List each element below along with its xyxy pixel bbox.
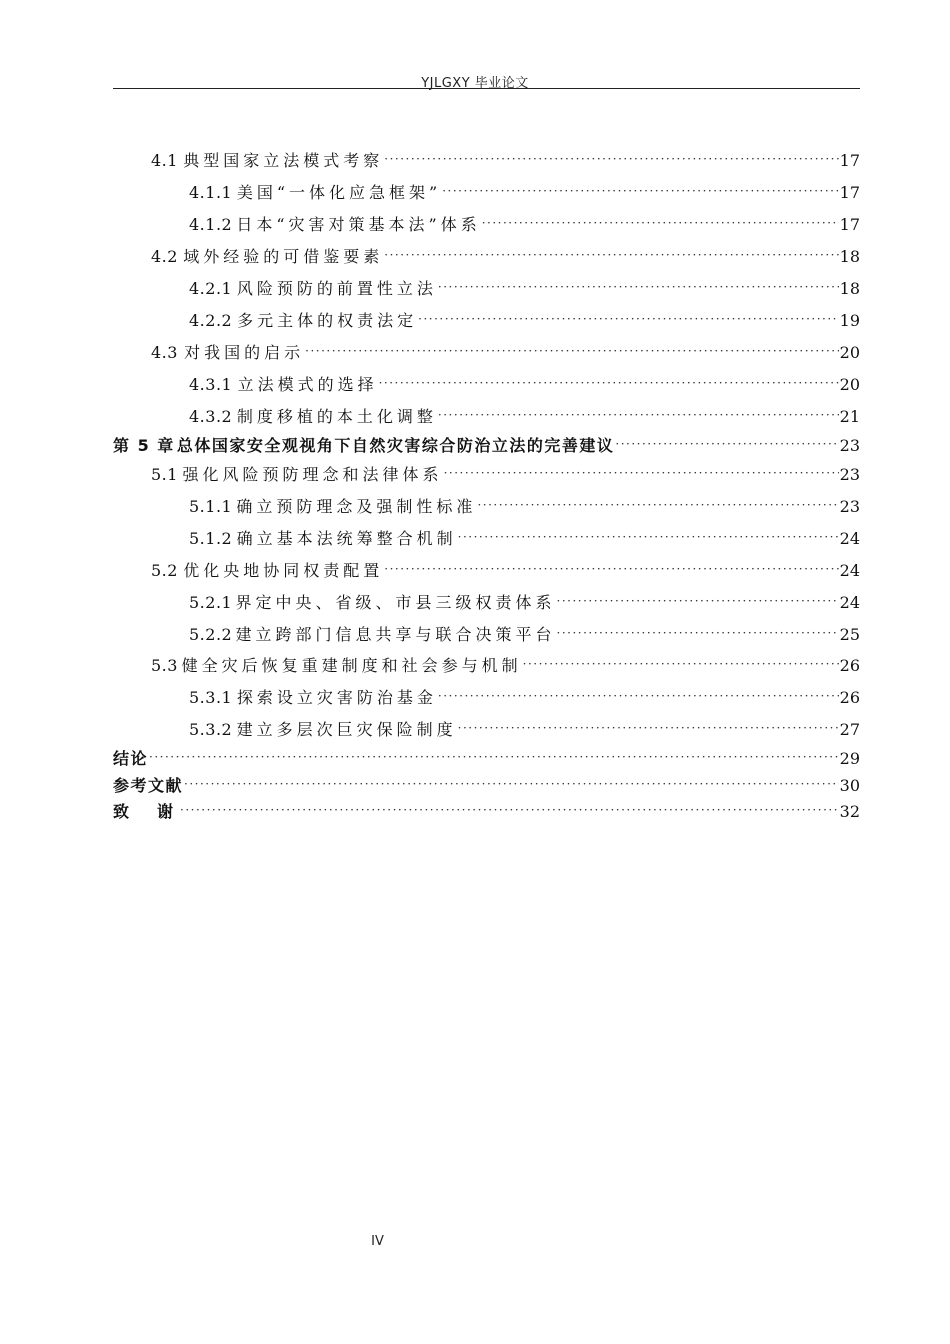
toc-entry-number: 5.2.1	[189, 593, 233, 612]
toc-entry-number: 5.2	[151, 561, 178, 580]
toc-entry-number: 4.2.2	[189, 311, 233, 330]
toc-entry-page: 18	[839, 247, 860, 266]
dot-leader	[305, 338, 838, 364]
toc-entry-title: 域外经验的可借鉴要素	[183, 247, 384, 266]
toc-entry[interactable]	[113, 590, 860, 616]
toc-entry-number: 5.3	[151, 656, 178, 675]
toc-entry-page: 17	[839, 183, 860, 202]
dot-leader	[458, 715, 839, 741]
toc-entry[interactable]	[113, 622, 860, 648]
toc-entry[interactable]	[113, 653, 860, 679]
toc-entry-title: 参考文献	[113, 776, 184, 795]
toc-entry[interactable]	[113, 404, 860, 430]
toc-entry-page: 26	[839, 688, 860, 707]
toc-entry-number: 4.1.2	[189, 215, 233, 234]
toc-entry[interactable]	[113, 526, 860, 552]
toc-entry-page: 24	[839, 561, 860, 580]
toc-entry[interactable]	[113, 180, 860, 206]
toc-entry-page: 24	[839, 529, 860, 548]
dot-leader	[477, 492, 838, 518]
dot-leader	[438, 274, 839, 300]
toc-conclusion-entry[interactable]	[113, 746, 860, 772]
toc-entry[interactable]	[113, 276, 860, 302]
toc-entry[interactable]	[113, 212, 860, 238]
toc-entry-number: 4.3.1	[189, 375, 233, 394]
toc-entry-title: 多元主体的权责法定	[237, 311, 418, 330]
toc-entry-number: 5.1	[151, 465, 178, 484]
toc-entry-title: 界定中央、省级、市县三级权责体系	[235, 593, 556, 612]
toc-entry-title: 结论	[113, 749, 149, 768]
dot-leader	[180, 797, 839, 823]
toc-entry-title: 建立多层次巨灾保险制度	[236, 720, 457, 739]
toc-entry-number: 5.3.2	[189, 720, 233, 739]
dot-leader	[557, 588, 839, 614]
toc-entry-number: 4.2.1	[189, 279, 233, 298]
toc-entry-page: 21	[839, 407, 860, 426]
toc-entry-page: 27	[839, 720, 860, 739]
toc-entry[interactable]	[113, 340, 860, 366]
toc-entry-number: 4.3	[151, 343, 178, 362]
toc-entry-title: 健全灾后恢复重建制度和社会参与机制	[181, 656, 522, 675]
toc-entry-number: 4.1.1	[189, 183, 233, 202]
toc-chapter-entry[interactable]	[113, 433, 860, 459]
toc-entry-number: 5.1.2	[189, 529, 233, 548]
toc-entry-page: 29	[839, 749, 860, 768]
toc-entry-title: 日本“灾害对策基本法”体系	[236, 215, 481, 234]
dot-leader	[418, 306, 839, 332]
toc-entry[interactable]	[113, 308, 860, 334]
toc-entry-title: 风险预防的前置性立法	[236, 279, 437, 298]
toc-entry-page: 30	[839, 776, 860, 795]
toc-entry-page: 17	[839, 215, 860, 234]
toc-entry-number: 5.3.1	[189, 688, 233, 707]
toc-entry-number: 5.1.1	[189, 497, 233, 516]
toc-entry-number: 4.1	[151, 151, 178, 170]
toc-entry-title: 探索设立灾害防治基金	[236, 688, 437, 707]
toc-entry-title: 优化央地协同权责配置	[183, 561, 384, 580]
toc-entry[interactable]	[113, 494, 860, 520]
toc-entry[interactable]	[113, 148, 860, 174]
dot-leader	[438, 402, 839, 428]
toc-entry-title: 立法模式的选择	[237, 375, 378, 394]
toc-entry-page: 17	[839, 151, 860, 170]
dot-leader	[149, 744, 839, 770]
toc-entry-page: 23	[839, 465, 860, 484]
toc-entry-page: 24	[839, 593, 860, 612]
toc-entry-page: 23	[839, 497, 860, 516]
toc-entry[interactable]	[113, 685, 860, 711]
toc-entry-number: 第 5 章	[113, 436, 175, 455]
toc-entry-title: 建立跨部门信息共享与联合决策平台	[235, 625, 556, 644]
dot-leader	[384, 556, 838, 582]
toc-entry-title: 强化风险预防理念和法律体系	[182, 465, 443, 484]
dot-leader	[438, 683, 839, 709]
dot-leader	[615, 431, 838, 457]
toc-entry-page: 32	[839, 802, 860, 821]
dot-leader	[523, 651, 839, 677]
toc-entry-page: 26	[839, 656, 860, 675]
toc-entry-title: 对我国的启示	[184, 343, 305, 362]
toc-entry-page: 20	[839, 343, 860, 362]
toc-entry[interactable]	[113, 717, 860, 743]
toc-entry[interactable]	[113, 558, 860, 584]
toc-entry-title: 典型国家立法模式考察	[183, 151, 384, 170]
dot-leader	[379, 370, 839, 396]
toc-entry-title: 确立基本法统筹整合机制	[236, 529, 457, 548]
toc-entry[interactable]	[113, 372, 860, 398]
toc-entry-title: 制度移植的本土化调整	[236, 407, 437, 426]
toc-entry-title: 美国“一体化应急框架”	[236, 183, 442, 202]
toc-entry-page: 18	[839, 279, 860, 298]
toc-entry-page: 20	[839, 375, 860, 394]
dot-leader	[442, 178, 838, 204]
toc-entry-title: 致 谢	[113, 802, 180, 821]
dot-leader	[384, 146, 838, 172]
toc-entry-number: 4.3.2	[189, 407, 233, 426]
toc-entry-number: 5.2.2	[189, 625, 233, 644]
toc-entry-page: 23	[839, 436, 860, 455]
dot-leader	[184, 771, 839, 797]
dot-leader	[458, 524, 839, 550]
toc-references-entry[interactable]	[113, 773, 860, 799]
toc-entry-title: 确立预防理念及强制性标准	[236, 497, 477, 516]
dot-leader	[557, 620, 839, 646]
dot-leader	[482, 210, 839, 236]
running-header: YJLGXY 毕业论文	[421, 76, 529, 91]
toc-entry-page: 25	[839, 625, 860, 644]
dot-leader	[384, 242, 838, 268]
toc-entry[interactable]	[113, 244, 860, 270]
toc-acknowledgements-entry[interactable]	[113, 799, 860, 825]
page-number: IV	[371, 1234, 384, 1249]
dot-leader	[444, 460, 839, 486]
toc-entry-number: 4.2	[151, 247, 178, 266]
toc-entry-page: 19	[839, 311, 860, 330]
toc-entry-title: 总体国家安全观视角下自然灾害综合防治立法的完善建议	[176, 436, 615, 455]
toc-entry[interactable]	[113, 462, 860, 488]
